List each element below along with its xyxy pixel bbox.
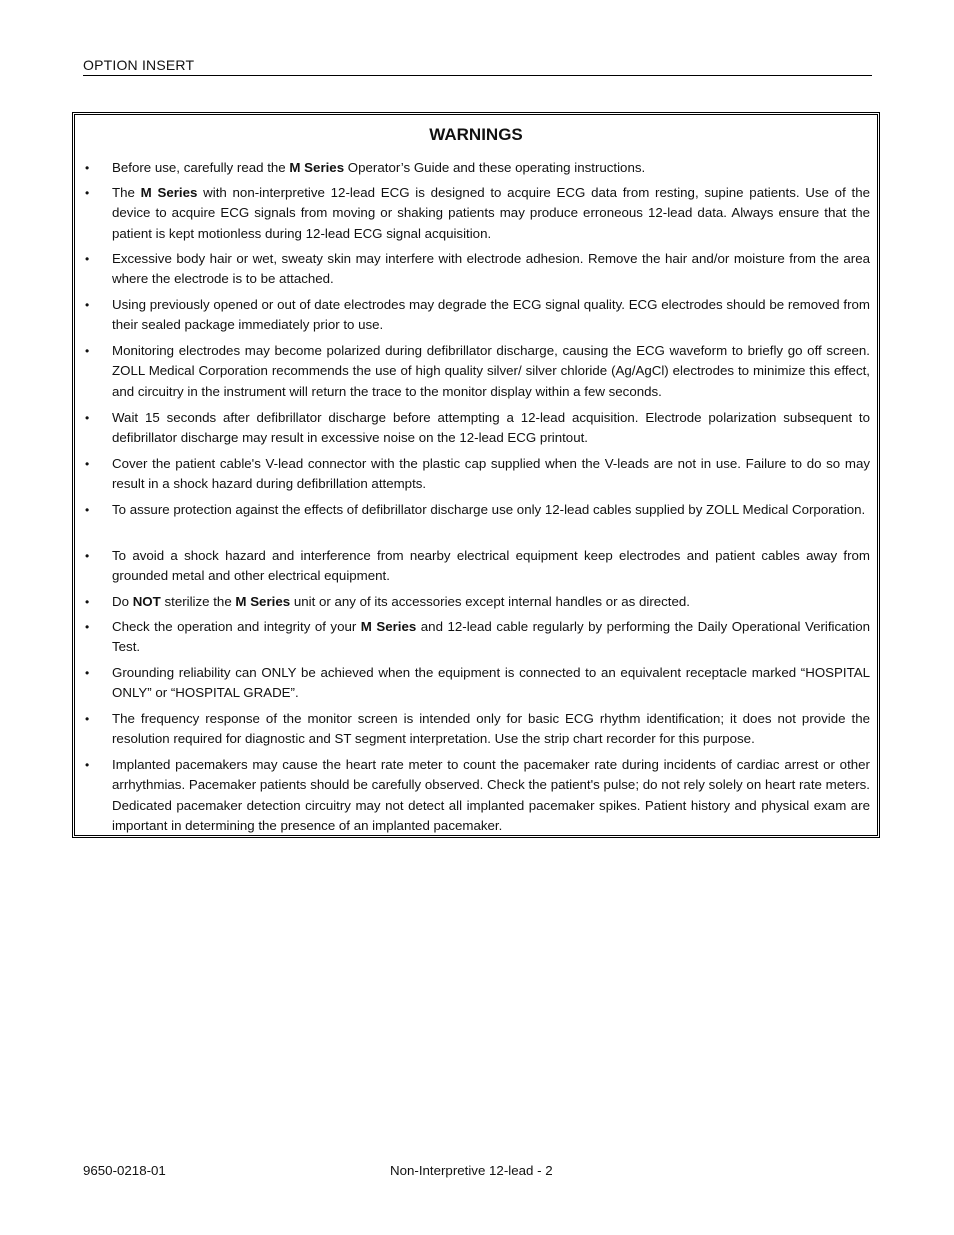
bullet-icon: • [85, 411, 90, 425]
bullet-icon: • [85, 186, 90, 200]
footer-page-label: Non-Interpretive 12-lead - 2 [390, 1163, 553, 1178]
warning-emphasis: M Series [235, 594, 291, 609]
warning-text: with non-interpretive 12-lead ECG is designed to acquire ECG data from resting, supine patients. Use of the device to acquire ECG signals from moving or shaking patients may produce erroneous 12-lead data. Always ensure that the patient is kept motionless during 12-lead ECG signal acquisition. [112, 185, 870, 241]
warning-item [85, 408, 870, 449]
warning-text: Operator’s Guide and these operating instructions. [344, 160, 646, 175]
warning-item [85, 709, 870, 750]
warning-text: Implanted pacemakers may cause the heart rate meter to count the pacemaker rate during incidents of cardiac arrest or other arrhythmias. Pacemaker patients should be carefully observed. Check the patient's pulse; do not rely solely on heart rate meters. Dedicated pacemaker detection circuitry may not detect all implanted pacemaker spikes. Patient history and physical exam are important in determining the presence of an implanted pacemaker. [112, 757, 870, 834]
warning-text: Using previously opened or out of date electrodes may degrade the ECG signal quality. ECG electrodes should be removed from their sealed package immediately prior to use. [112, 297, 870, 333]
bullet-icon: • [85, 549, 90, 563]
warning-text: To assure protection against the effects of defibrillator discharge use only 12-lead cables supplied by ZOLL Medical Corporation. [112, 502, 866, 517]
warning-emphasis: M Series [140, 185, 198, 200]
bullet-icon: • [85, 758, 90, 772]
page-header [83, 56, 872, 76]
bullet-icon: • [85, 298, 90, 312]
warning-item [85, 663, 870, 704]
bullet-icon: • [85, 503, 90, 517]
warning-emphasis: M Series [289, 160, 345, 175]
bullet-icon: • [85, 712, 90, 726]
warnings-title: WARNINGS [429, 125, 523, 144]
bullet-icon: • [85, 457, 90, 471]
warning-text: The frequency response of the monitor screen is intended only for basic ECG rhythm identification; it does not provide the resolution required for diagnostic and ST segment interpretation. Use the strip chart recorder for this purpose. [112, 711, 870, 747]
warning-item [85, 183, 870, 244]
warning-item [85, 546, 870, 587]
warning-emphasis: M Series [360, 619, 417, 634]
warning-item [85, 500, 870, 520]
warning-text: Wait 15 seconds after defibrillator discharge before attempting a 12-lead acquisition. Electrode polarization subsequent to defibrillator discharge may result in excessive noise on the 12-lead ECG printout. [112, 410, 870, 446]
warning-item [85, 617, 870, 658]
warnings-list [75, 115, 877, 835]
warnings-box [72, 112, 880, 838]
warning-text: Monitoring electrodes may become polarized during defibrillator discharge, causing the ECG waveform to briefly go off screen. ZOLL Medical Corporation recommends the use of high quality silver/ silver chloride (Ag/AgCl) electrodes to minimize this effect, and circuitry in the instrument will return the trace to the monitor display within a few seconds. [112, 343, 870, 399]
warning-text: Do [112, 594, 133, 609]
warning-text: sterilize the [160, 594, 236, 609]
bullet-icon: • [85, 595, 90, 609]
warning-text: The [112, 185, 141, 200]
header-title: OPTION INSERT [83, 57, 195, 73]
warning-item [85, 454, 870, 495]
warning-item [85, 249, 870, 290]
bullet-icon: • [85, 620, 90, 634]
warning-item [85, 592, 870, 612]
warning-text: and 12-lead cable regularly by performing the Daily Operational Verification Test. [112, 619, 870, 655]
warning-text: To avoid a shock hazard and interference from nearby electrical equipment keep electrodes and patient cables away from grounded metal and other electrical equipment. [112, 548, 870, 584]
bullet-icon: • [85, 344, 90, 358]
warning-text: Grounding reliability can ONLY be achieved when the equipment is connected to an equivalent receptacle marked “HOSPITAL ONLY” or “HOSPITAL GRADE”. [112, 665, 870, 701]
warning-text: Cover the patient cable's V-lead connector with the plastic cap supplied when the V-leads are not in use. Failure to do so may result in a shock hazard during defibrillation attempts. [112, 456, 870, 492]
warning-item [85, 755, 870, 837]
bullet-icon: • [85, 252, 90, 266]
bullet-icon: • [85, 161, 90, 175]
warning-text: Before use, carefully read the [112, 160, 290, 175]
footer-doc-number: 9650-0218-01 [83, 1163, 166, 1178]
bullet-icon: • [85, 666, 90, 680]
warning-text: Check the operation and integrity of your [112, 619, 361, 634]
warning-item [85, 341, 870, 402]
warning-text: Excessive body hair or wet, sweaty skin may interfere with electrode adhesion. Remove the hair and/or moisture from the area where the electrode is to be attached. [112, 251, 870, 287]
warning-item [85, 295, 870, 336]
warning-emphasis: NOT [132, 594, 161, 609]
warning-text: unit or any of its accessories except internal handles or as directed. [290, 594, 690, 609]
warning-item [85, 158, 870, 178]
